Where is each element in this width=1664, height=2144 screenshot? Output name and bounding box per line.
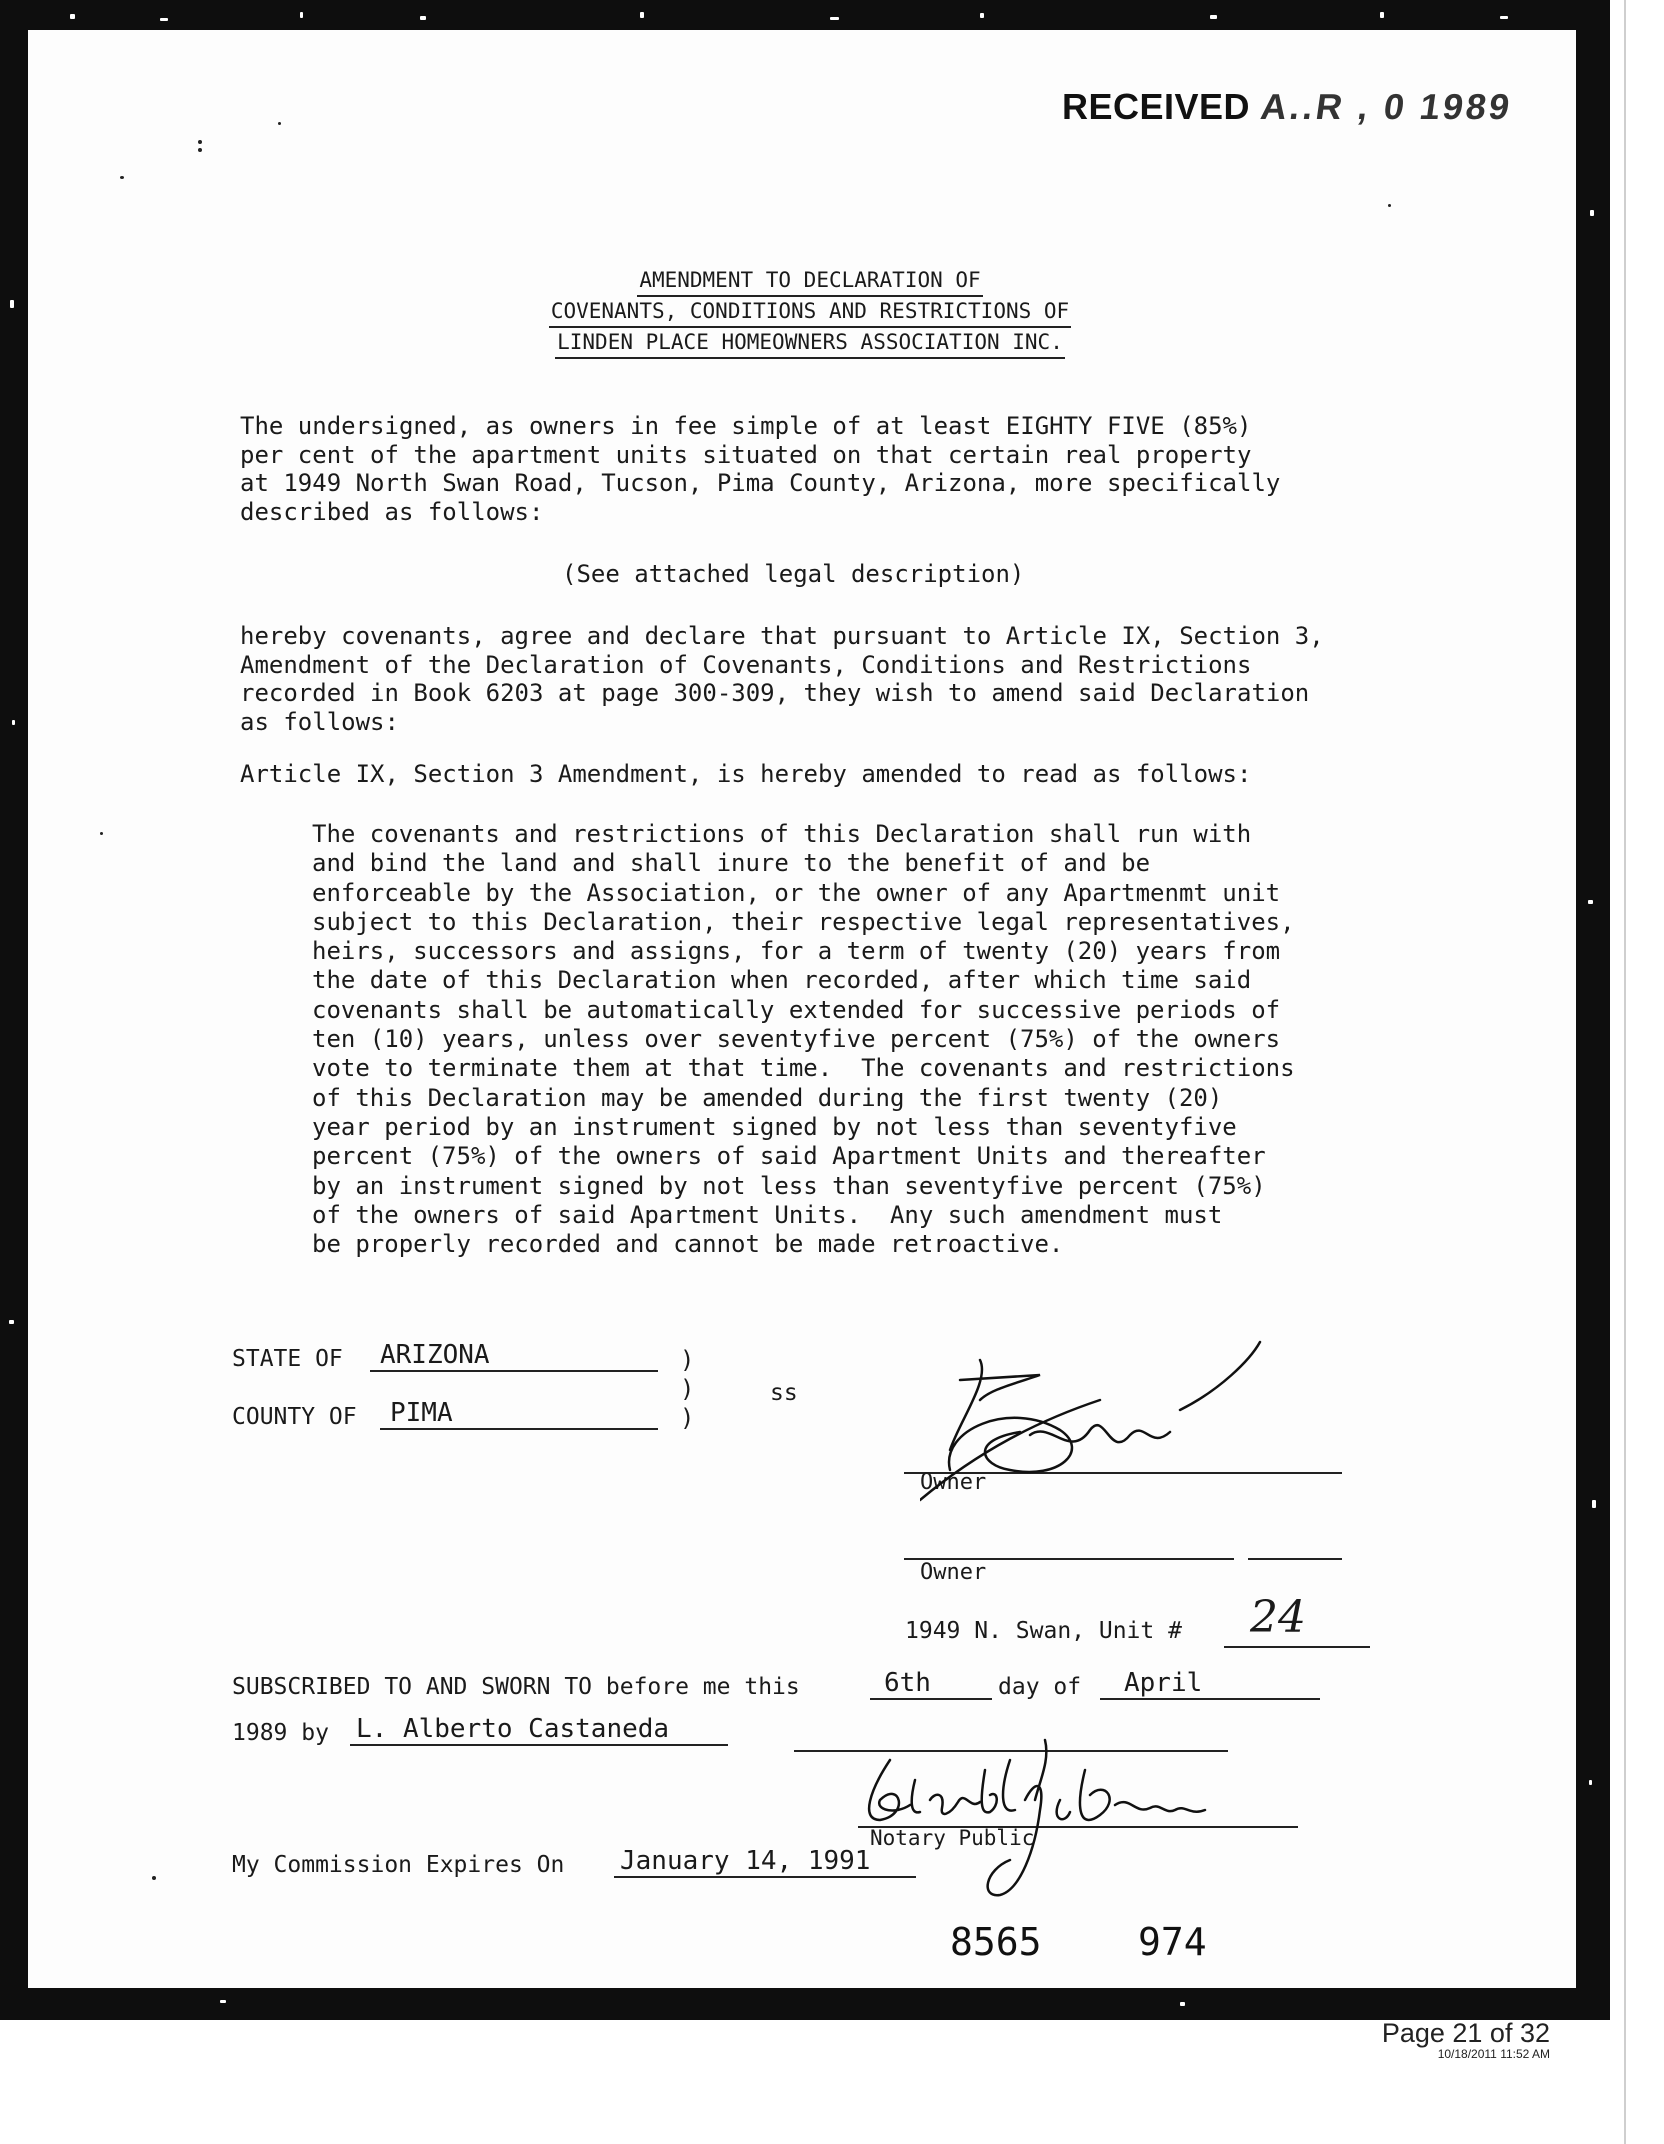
amendment-paragraph: The covenants and restrictions of this Declaration shall run with and bind the land and shall inure to the benefit of and be enforceable by the Association, or the owner of any Apartmenmt unit subject to this Declaration, their respective legal representatives, heirs, successors and assigns, for a term of twenty (20) years from the date of this Declaration when recorded, after which time said covenants shall be automatically extended for successive periods of ten (10) years, unless over seventyfive percent (75%) of the owners vote to terminate them at that time. The covenants and restrictions of this Declaration may be amended during the first twenty (20) year period by an instrument signed by not less than seventyfive percent (75%) of the owners of said Apartment Units and thereafter by an instrument signed by not less than seventyfive percent (75%) of the owners of said Apartment Units. Any such amendment must be properly recorded and cannot be made retroactive. xyxy=(312,820,1295,1259)
scan-speck xyxy=(1592,1500,1596,1508)
year-by-label: 1989 by xyxy=(232,1720,329,1746)
page-edge xyxy=(1624,0,1626,2144)
record-book-number: 8565 xyxy=(950,1920,1042,1964)
state-label: STATE OF xyxy=(232,1346,343,1372)
subscribed-text: SUBSCRIBED TO AND SWORN TO before me this xyxy=(232,1674,800,1700)
scan-speck xyxy=(70,14,75,19)
scan-dot xyxy=(120,176,124,179)
scan-speck xyxy=(12,720,15,725)
commission-date: January 14, 1991 xyxy=(614,1846,916,1878)
ss-label: ss xyxy=(770,1380,798,1406)
address-label: 1949 N. Swan, Unit # xyxy=(905,1618,1182,1644)
scan-speck xyxy=(1380,12,1384,18)
scan-dot xyxy=(100,832,103,835)
scan-speck xyxy=(980,13,984,18)
state-value: ARIZONA xyxy=(370,1340,658,1372)
scan-speck xyxy=(300,12,303,18)
unit-number: 24 xyxy=(1250,1592,1306,1643)
scan-dot xyxy=(1388,204,1391,207)
scan-speck xyxy=(420,16,426,20)
state-county-parens: ) ) ) xyxy=(680,1346,695,1432)
scan-speck xyxy=(9,1320,14,1324)
title-line-1: AMENDMENT TO DECLARATION OF xyxy=(637,266,982,297)
scan-speck xyxy=(1588,900,1593,904)
notary-public-label: Notary Public xyxy=(870,1826,1035,1850)
month-value: April xyxy=(1100,1668,1320,1700)
received-stamp-date: A..R , 0 1989 xyxy=(1257,86,1515,127)
day-of-label: day of xyxy=(998,1674,1082,1700)
unit-number-line xyxy=(1224,1646,1370,1648)
scan-speck xyxy=(640,12,644,18)
scan-speck xyxy=(1210,15,1217,19)
intro-paragraph: The undersigned, as owners in fee simple of at least EIGHTY FIVE (85%) per cent of the apartment units situated on that certain real property at 1949 North Swan Road, Tucson, Pima County, Arizona, more specifically described as follows: xyxy=(240,412,1281,526)
page-count: Page 21 of 32 xyxy=(1381,2018,1550,2048)
scan-speck xyxy=(830,17,839,20)
scan-speck xyxy=(1180,2002,1185,2006)
day-value: 6th xyxy=(870,1668,992,1700)
page-timestamp: 10/18/2011 11:52 AM xyxy=(1437,2047,1550,2061)
owner-signature xyxy=(920,1340,1280,1520)
title-line-3: LINDEN PLACE HOMEOWNERS ASSOCIATION INC. xyxy=(555,328,1065,359)
county-label: COUNTY OF xyxy=(232,1404,357,1430)
scan-dot xyxy=(278,122,281,125)
owner-signature-line-2b xyxy=(1248,1558,1342,1560)
scan-dot xyxy=(152,1876,156,1880)
received-stamp-word: RECEIVED xyxy=(1062,86,1251,127)
signer-name: L. Alberto Castaneda xyxy=(350,1714,728,1746)
scan-speck xyxy=(10,300,14,308)
owner-label-1: Owner xyxy=(920,1470,987,1495)
scan-dot xyxy=(198,140,202,144)
scan-speck xyxy=(160,18,168,21)
page-footer xyxy=(1330,2018,1550,2061)
scan-speck xyxy=(1500,16,1508,19)
record-page-number: 974 xyxy=(1138,1920,1207,1964)
scan-speck xyxy=(220,2000,226,2003)
document-title xyxy=(490,266,1130,359)
received-stamp xyxy=(1062,86,1515,128)
scan-dot xyxy=(198,148,202,152)
scan-speck xyxy=(1589,1780,1592,1785)
owner-label-2: Owner xyxy=(920,1560,987,1585)
title-line-2: COVENANTS, CONDITIONS AND RESTRICTIONS OF xyxy=(549,297,1071,328)
commission-label: My Commission Expires On xyxy=(232,1852,565,1878)
scan-speck xyxy=(1590,210,1594,216)
county-value: PIMA xyxy=(380,1398,658,1430)
article-heading: Article IX, Section 3 Amendment, is hereby amended to read as follows: xyxy=(240,760,1252,788)
see-attached-note: (See attached legal description) xyxy=(562,560,1025,588)
covenant-paragraph: hereby covenants, agree and declare that pursuant to Article IX, Section 3, Amendment of the Declaration of Covenants, Conditions and Restrictions recorded in Book 6203 at page 300-309, they wish to amend said Declaration as follows: xyxy=(240,622,1324,736)
